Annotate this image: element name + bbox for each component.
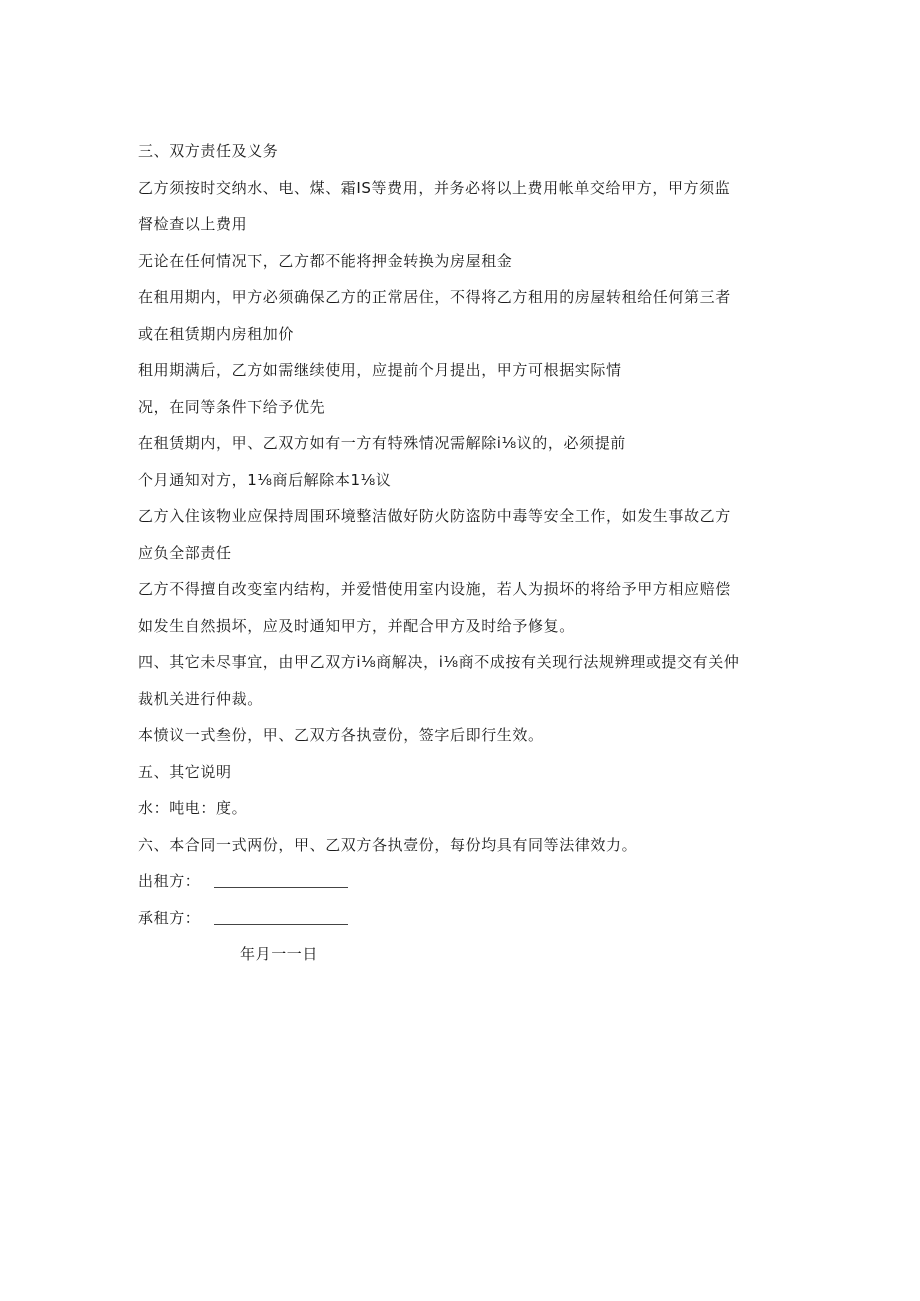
lessor-signature-row	[138, 863, 788, 900]
section-heading-responsibilities: 三、双方责任及义务	[138, 142, 279, 160]
paragraph-line: 在租赁期内，甲、乙双方如有一方有特殊情况需解除i⅛议的，必须提前	[138, 434, 626, 452]
signing-date: 年月一一日	[240, 945, 319, 963]
paragraph-line: 或在租赁期内房租加价	[138, 324, 295, 343]
paragraph-line: 乙方须按时交纳水、电、煤、霜IS等费用，并务必将以上费用帐单交给甲方，甲方须监	[138, 178, 731, 197]
paragraph-line: 乙方入住该物业应保持周围环境整洁做好防火防盗防中毒等安全工作，如发生事故乙方	[138, 507, 731, 525]
section-heading-other-notes: 五、其它说明	[138, 762, 232, 781]
section-heading-copies: 六、本合同一式两份，甲、乙双方各执壹份，每份均具有同等法律效力。	[138, 835, 638, 854]
paragraph-line: 租用期满后，乙方如需继续使用，应提前个月提出，甲方可根据实际情	[138, 361, 622, 379]
paragraph-line: 乙方不得擅自改变室内结构，并爱惜使用室内设施，若人为损坏的将给予甲方相应赔偿	[138, 580, 731, 598]
paragraph-line: 应负全部责任	[138, 543, 232, 562]
paragraph-line: 本愤议一式叁份，甲、乙双方各执壹份，签字后即行生效。	[138, 726, 544, 744]
lessor-signature-blank	[214, 875, 348, 888]
paragraph-line: 如发生自然损坏，应及时通知甲方，并配合甲方及时给予修复。	[138, 616, 575, 635]
paragraph-line: 无论在任何情况下，乙方都不能将押金转换为房屋租金	[138, 251, 513, 270]
lessor-label: 出租方：	[138, 872, 201, 890]
paragraph-line: 在租用期内，甲方必须确保乙方的正常居住，不得将乙方租用的房屋转租给任何第三者	[138, 288, 731, 306]
section-heading-other-matters: 四、其它未尽事宜，由甲乙双方i⅛商解决，i⅛商不成按有关现行法规辨理或提交有关仲	[138, 653, 740, 671]
paragraph-line: 况，在同等条件下给予优先	[138, 397, 326, 416]
paragraph-line: 督检查以上费用	[138, 215, 248, 233]
paragraph-line: 裁机关进行仲裁。	[138, 689, 263, 708]
lessee-label: 承租方：	[138, 908, 201, 927]
paragraph-line: 水：吨电：度。	[138, 799, 248, 817]
lessee-signature-blank	[214, 912, 348, 925]
lessee-signature-row	[138, 900, 788, 937]
paragraph-line: 个月通知对方，1⅛商后解除本1⅛议	[138, 470, 392, 489]
contract-body	[138, 133, 788, 973]
